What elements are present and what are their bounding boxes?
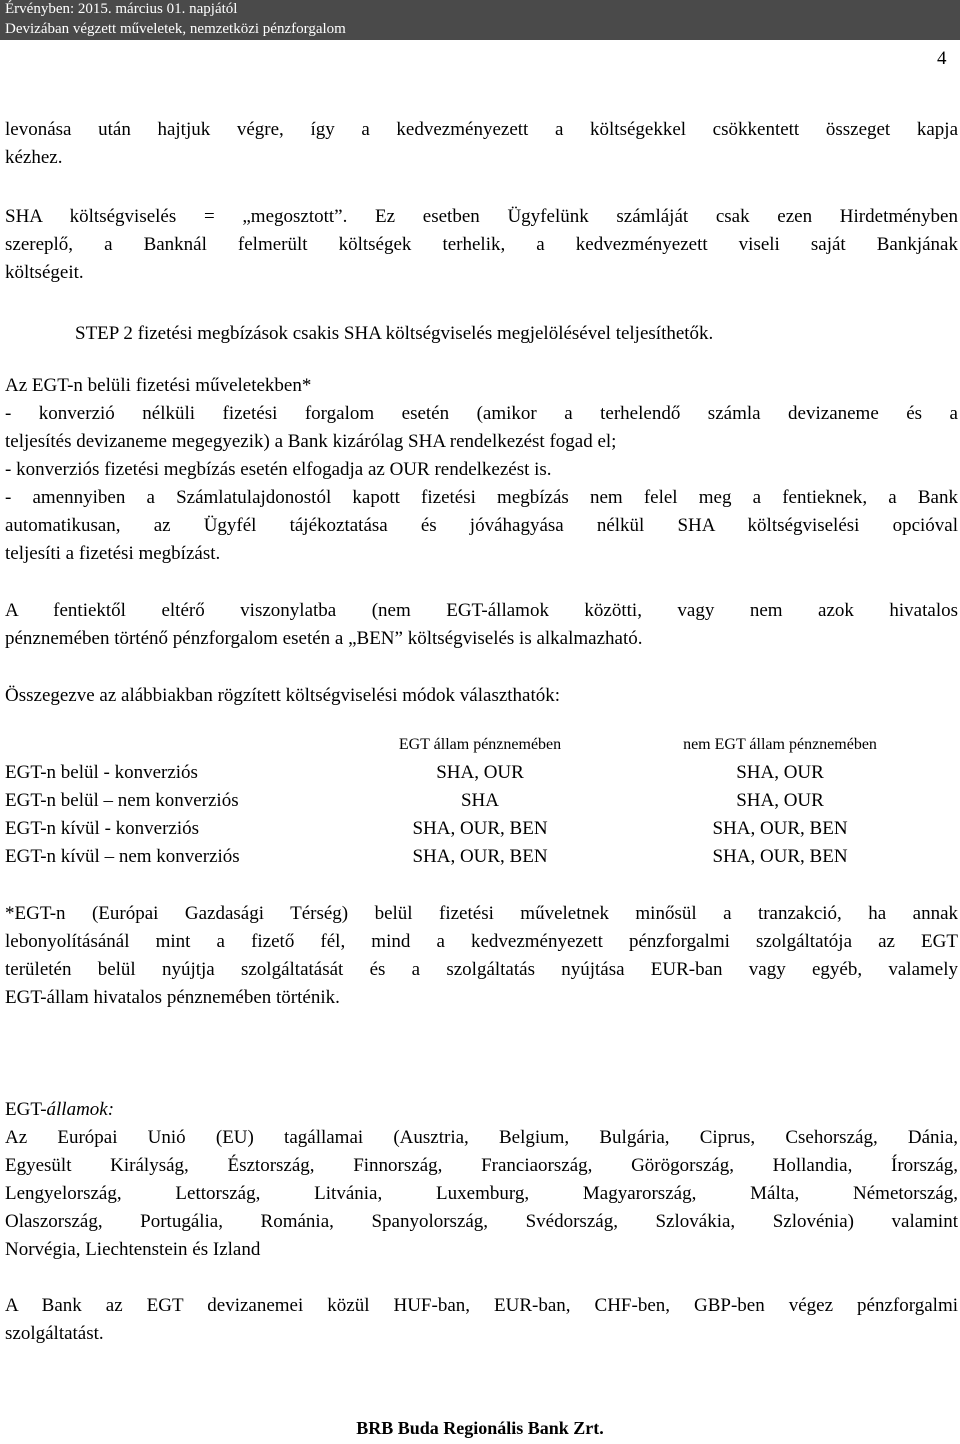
paragraph-currencies: A Bank az EGT devizanemei közül HUF-ban, EUR-ban, CHF-ben, GBP-ben végez pénzforgalmi szolgáltatást.	[5, 1295, 958, 1344]
section-title: Devizában végzett műveletek, nemzetközi pénzforgalom	[5, 21, 346, 37]
footnote-egt-definition: *EGT-n (Európai Gazdasági Térség) belül fizetési műveletnek minősül a tranzakció, ha annak lebonyolításánál mint a fizető fél, mind a kedvezményezett pénzforgalmi szolgáltatója az EGT területén belül nyújtja szolgáltatását és a szolgáltatás nyújtása EUR-ban vagy egyéb, valamely EGT-állam hivatalos pénznemében történik.	[5, 903, 958, 1008]
paragraph-our-continuation: levonása után hajtjuk végre, így a kedvezményezett a költségekkel csökkentett összeget kapja kézhez.	[5, 119, 958, 168]
table-header-egt: EGT állam pénznemében	[398, 736, 562, 753]
table-row: EGT-n kívül - konverziós SHA, OUR, BEN SHA, OUR, BEN	[5, 818, 848, 839]
summary-intro: Összegezve az alábbiakban rögzített költségviselési módok választhatók:	[5, 685, 561, 706]
paragraph-egt-rules: Az EGT-n belüli fizetési műveletekben* - konverzió nélküli fizetési forgalom esetén (amikor a terhelendő számla devizaneme és a teljesítés devizaneme megegyezik) a Bank kizárólag SHA rendelkezést fogad el; - konverziós fizetési megbízás esetén elfogadja az OUR rendelkezést is. - amennyiben a Számlatulajdonostól kapott fizetési megbízás nem felel meg a fentieknek, a Bank automatikusan, az Ügyfél tájékoztatása és jóváhagyása nélkül SHA költségviselési opcióval teljesíti a fizetési megbízást.	[5, 375, 958, 564]
table-row: EGT-n kívül – nem konverziós SHA, OUR, BEN SHA, OUR, BEN	[5, 846, 848, 867]
table-header-non-egt: nem EGT állam pénznemében	[683, 736, 877, 753]
paragraph-ben: A fentiektől eltérő viszonylatba (nem EGT-államok közötti, vagy nem azok hivatalos pénznemében történő pénzforgalom esetén a „BEN” költségviselés is alkalmazható.	[5, 600, 958, 649]
bank-name-footer: BRB Buda Regionális Bank Zrt.	[356, 1418, 604, 1438]
page-number: 4	[937, 48, 947, 69]
table-row: EGT-n belül - konverziós SHA, OUR SHA, OUR	[5, 762, 824, 783]
table-row: EGT-n belül – nem konverziós SHA SHA, OUR	[5, 790, 824, 811]
validity-date: Érvényben: 2015. március 01. napjától	[5, 1, 238, 17]
egt-states-title: EGT-államok:	[5, 1099, 115, 1120]
step2-note: STEP 2 fizetési megbízások csakis SHA költségviselés megjelölésével teljesíthetők.	[75, 323, 714, 344]
document-header	[0, 0, 960, 40]
paragraph-sha: SHA költségviselés = „megosztott”. Ez esetben Ügyfelünk számláját csak ezen Hirdetményben szereplő, a Banknál felmerült költségek terhelik, a kedvezményezett viseli saját Bankjának költségeit.	[5, 206, 958, 283]
egt-states-section: EGT-államok: Az Európai Unió (EU) tagállamai (Ausztria, Belgium, Bulgária, Ciprus, Csehország, Dánia, Egyesült Királyság, Észtország, Finnország, Franciaország, Görögország, Hollandia, Írország, Lengyelország, Lettország, Litvánia, Luxemburg, Magyarország, Málta, Németország, Olaszország, Portugália, Románia, Spanyolország, Svédország, Szlovákia, Szlovénia) valamint Norvégia, Liechtenstein és Izland	[5, 1096, 958, 1264]
